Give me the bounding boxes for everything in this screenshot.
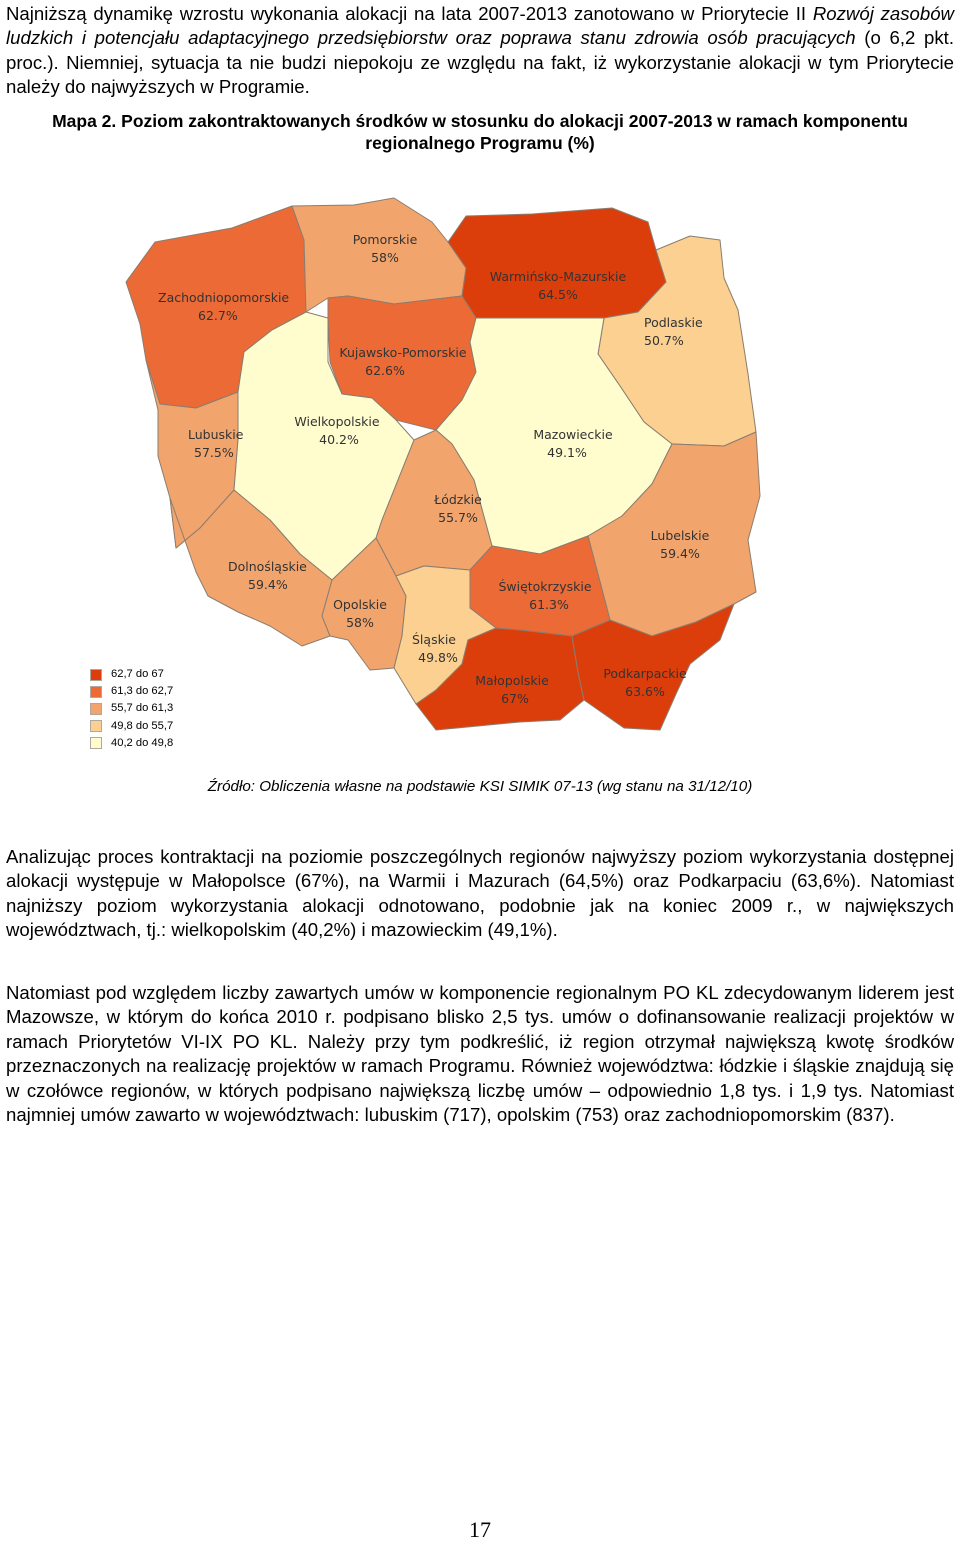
region-name-podkarpackie: Podkarpackie [603,666,687,681]
region-name-lubuskie: Lubuskie [188,427,244,442]
legend-swatch [90,737,102,749]
region-value-warminsko-mazurskie: 64.5% [538,287,578,302]
region-value-kujawsko-pomorskie: 62.6% [365,363,405,378]
region-value-lubelskie: 59.4% [660,546,700,561]
legend-item [90,735,173,752]
map-title [0,110,960,154]
intro-paragraph [6,2,954,100]
legend-swatch [90,669,102,681]
contracts-paragraph: Natomiast pod względem liczby zawartych umów w komponencie regionalnym PO KL zdecydowanym liderem jest Mazowsze, w którym do końca 2010 r. podpisano blisko 2,5 tys. umów o dofinansowanie realizacji projektów w ramach Priorytetów VI-IX PO KL. Należy przy tym podkreślić, iż region otrzymał największą kwotę środków przeznaczonych na realizację projektów w ramach Programu. Również województwa: łódzkie i śląskie znajdują się w czołówce regionów, w których podpisano największą liczbę umów – odpowiednio 1,8 tys. i 1,9 tys. Natomiast najmniej umów zawarto w województwach: lubuskim (717), opolskim (753) oraz zachodniopomorskim (837). [6,982,954,1126]
legend-label: 62,7 do 67 [111,668,164,680]
legend-swatch [90,703,102,715]
intro-priority-name: Rozwój zasobów ludzkich i potencjału adaptacyjnego przedsiębiorstw oraz poprawa stanu zdrowia osób pracujących [6,3,954,49]
region-value-dolnoslaskie: 59.4% [248,577,288,592]
region-value-zachodniopomorskie: 62.7% [198,308,238,323]
legend-label: 55,7 do 61,3 [111,702,174,715]
region-value-lodzkie: 55.7% [438,510,478,525]
legend-item [90,683,173,700]
region-value-podlaskie: 50.7% [644,333,684,348]
region-value-malopolskie: 67% [501,691,529,706]
legend-label: 49,8 do 55,7 [111,719,174,732]
legend-label: 61,3 do 62,7 [111,685,174,698]
region-name-lubelskie: Lubelskie [650,528,710,543]
region-value-pomorskie: 58% [371,250,399,265]
legend-item [90,700,173,717]
legend-item [90,666,173,683]
region-name-kujawsko-pomorskie: Kujawsko-Pomorskie [339,345,467,360]
region-name-slaskie: Śląskie [412,632,456,647]
region-value-opolskie: 58% [346,615,374,630]
region-value-mazowieckie: 49.1% [547,445,587,460]
legend-swatch [90,720,102,732]
region-name-pomorskie: Pomorskie [352,232,418,247]
region-name-swietokrzyskie: Świętokrzyskie [498,579,592,594]
region-value-swietokrzyskie: 61.3% [529,597,569,612]
analysis-paragraph: Analizując proces kontraktacji na poziomie poszczególnych regionów najwyższy poziom wykorzystania dostępnej alokacji występuje w Małopolsce (67%), na Warmii i Mazurach (64,5%) oraz Podkarpaciu (63,6%). Natomiast najniższy poziom wykorzystania alokacji odnotowano, podobnie jak na koniec 2009 r., w największych województwach, tj.: wielkopolskim (40,2%) i mazowieckim (49,1%). [6,846,954,941]
map-title-lead: Mapa 2. [52,111,117,131]
intro-part3: (o 6,2 pkt. proc.). Niemniej, sytuacja ta nie budzi niepokoju ze względu na fakt, iż wykorzystanie alokacji w tym Priorytecie należy do najwyższych w Programie. [6,27,954,98]
region-name-mazowieckie: Mazowieckie [533,427,613,442]
legend-item [90,718,173,735]
map-legend [90,666,173,752]
legend-label: 40,2 do 49,8 [111,736,174,749]
intro-part1: Najniższą dynamikę wzrostu wykonania alokacji na lata 2007-2013 zanotowano w Priorytecie II [6,3,813,24]
region-name-zachodniopomorskie: Zachodniopomorskie [158,290,290,305]
region-value-lubuskie: 57.5% [194,445,234,460]
region-value-slaskie: 49.8% [418,650,458,665]
region-name-lodzkie: Łódzkie [434,492,482,507]
region-name-podlaskie: Podlaskie [644,315,703,330]
map-source-note: Źródło: Obliczenia własne na podstawie KSI SIMIK 07-13 (wg stanu na 31/12/10) [207,778,753,795]
region-name-dolnoslaskie: Dolnośląskie [228,559,307,574]
page-number: 17 [469,1517,491,1542]
region-name-opolskie: Opolskie [333,597,387,612]
region-name-wielkopolskie: Wielkopolskie [294,414,380,429]
region-value-podkarpackie: 63.6% [625,684,665,699]
region-name-warminsko-mazurskie: Warmińsko-Mazurskie [489,269,627,284]
region-name-malopolskie: Małopolskie [475,673,549,688]
region-value-wielkopolskie: 40.2% [319,432,359,447]
map-title-text: Poziom zakontraktowanych środków w stosunku do alokacji 2007-2013 w ramach komponentu regionalnego Programu (%) [121,111,908,153]
legend-swatch [90,686,102,698]
